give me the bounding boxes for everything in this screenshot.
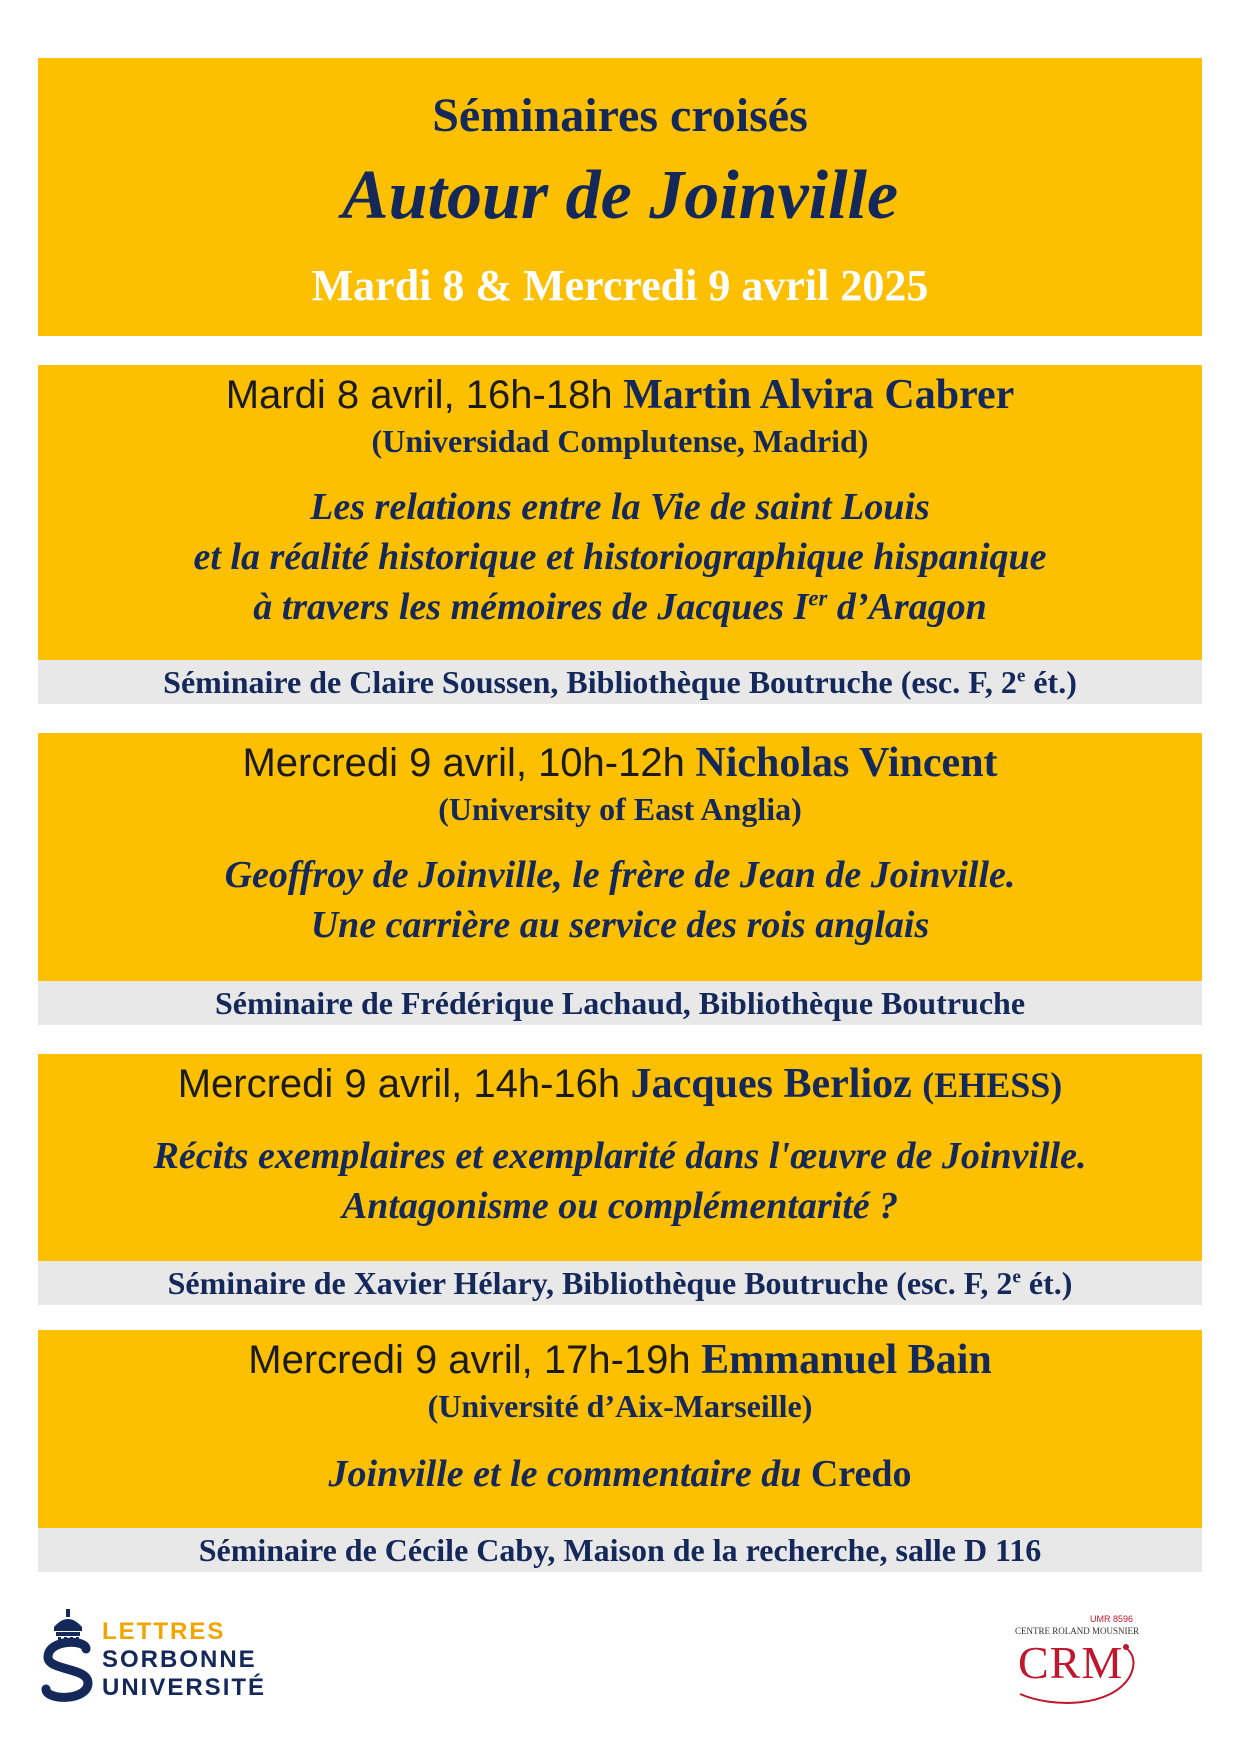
seminar-location-note: Séminaire de Xavier Hélary, Bibliothèque Boutruche (esc. F, 2e ét.): [38, 1261, 1202, 1305]
crm-center-name: CENTRE ROLAND MOUSNIER: [1014, 1626, 1139, 1636]
seminar-affiliation: (EHESS): [922, 1065, 1063, 1105]
seminar-speaker: Emmanuel Bain: [701, 1337, 992, 1383]
seminar-title-line: Geoffroy de Joinville, le frère de Jean de Joinville.: [224, 854, 1016, 896]
seminar-location-note: Séminaire de Frédérique Lachaud, Bibliothèque Boutruche: [38, 981, 1202, 1025]
seminar-date-time: Mercredi 9 avril, 17h-19h: [248, 1338, 691, 1382]
seminar-block-4: [38, 1330, 1202, 1528]
seminar-location-note: Séminaire de Cécile Caby, Maison de la recherche, salle D 116: [38, 1528, 1202, 1572]
seminar-title-line: Une carrière au service des rois anglais: [310, 904, 930, 946]
seminar-speaker: Nicholas Vincent: [695, 740, 998, 786]
crm-logo: [1012, 1614, 1142, 1714]
seminar-title-line: Les relations entre la Vie de saint Louis: [310, 486, 930, 528]
sorbonne-emblem-icon: [40, 1605, 96, 1705]
seminar-title-line: Antagonisme ou complémentarité ?: [341, 1185, 899, 1227]
seminar-speaker: Jacques Berlioz: [630, 1061, 912, 1107]
seminar-date-time: Mercredi 9 avril, 14h-16h: [177, 1062, 621, 1106]
seminar-heading: [38, 1060, 1202, 1108]
seminar-heading: [38, 371, 1202, 419]
seminar-title-line: et la réalité historique et historiographique hispanique: [193, 536, 1047, 578]
seminar-date-time: Mercredi 9 avril, 10h-12h: [242, 741, 685, 785]
sorbonne-logo: [40, 1605, 280, 1705]
sorbonne-logo-line: SORBONNE: [102, 1646, 257, 1673]
seminar-affiliation: (Université d’Aix-Marseille): [427, 1388, 813, 1424]
event-series-title: Séminaires croisés: [432, 89, 808, 142]
seminar-affiliation: (University of East Anglia): [438, 791, 802, 827]
seminar-block-1: [38, 365, 1202, 660]
crm-initials: CRM: [1018, 1637, 1124, 1688]
seminar-speaker: Martin Alvira Cabrer: [623, 372, 1015, 418]
event-dates: Mardi 8 & Mercredi 9 avril 2025: [311, 261, 929, 310]
seminar-title-line: Joinville et le commentaire du Credo: [328, 1453, 912, 1495]
seminar-heading: [38, 739, 1202, 787]
sorbonne-logo-line: UNIVERSITÉ: [102, 1674, 267, 1701]
seminar-date-time: Mardi 8 avril, 16h-18h: [225, 373, 613, 417]
header-banner: [38, 58, 1202, 336]
sorbonne-logo-line: LETTRES: [102, 1618, 226, 1645]
event-title: Autour de Joinville: [341, 157, 899, 234]
crm-umr: UMR 8596: [1090, 1614, 1134, 1624]
seminar-heading: [38, 1336, 1202, 1384]
seminar-title-line: à travers les mémoires de Jacques Ier d’Aragon: [253, 585, 987, 628]
seminar-location-note: Séminaire de Claire Soussen, Bibliothèque Boutruche (esc. F, 2e ét.): [38, 660, 1202, 704]
seminar-affiliation: (Universidad Complutense, Madrid): [371, 423, 869, 459]
seminar-block-2: [38, 733, 1202, 981]
seminar-block-3: [38, 1054, 1202, 1261]
seminar-title-line: Récits exemplaires et exemplarité dans l'œuvre de Joinville.: [153, 1135, 1087, 1177]
